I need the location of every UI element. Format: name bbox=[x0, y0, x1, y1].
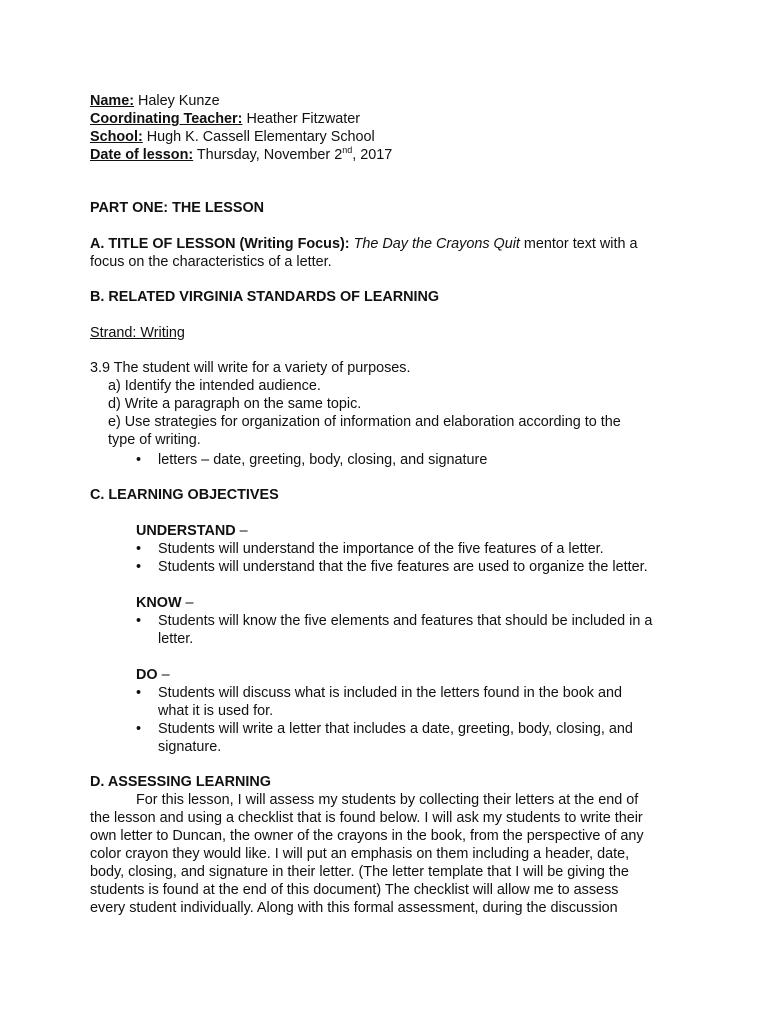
understand-label: UNDERSTAND bbox=[136, 523, 236, 539]
do-item2-line1: • Students will write a letter that includes a date, greeting, body, closing, and bbox=[158, 721, 633, 737]
section-a-line1 bbox=[90, 235, 690, 253]
know-label: KNOW bbox=[136, 595, 182, 611]
assessing-line: own letter to Duncan, the owner of the crayons in the book, from the perspective of any bbox=[90, 828, 644, 844]
understand-heading bbox=[90, 522, 690, 540]
list-item: • Students will understand the importance of the five features of a letter. bbox=[136, 540, 690, 558]
standard-item-a: a) Identify the intended audience. bbox=[108, 378, 321, 394]
understand-dash: – bbox=[235, 523, 248, 539]
do-list bbox=[90, 684, 690, 756]
know-item-line2: letter. bbox=[158, 631, 194, 647]
section-a-heading: A. TITLE OF LESSON (Writing Focus): bbox=[90, 236, 350, 252]
section-d-heading: D. ASSESSING LEARNING bbox=[90, 774, 271, 790]
teacher-line bbox=[90, 110, 690, 128]
name-label: Name: bbox=[90, 93, 134, 109]
section-a-line2: focus on the characteristics of a letter. bbox=[90, 254, 332, 270]
assessing-line: body, closing, and signature in their letter. (The letter template that I will be giving the bbox=[90, 864, 629, 880]
list-item bbox=[136, 684, 690, 720]
lesson-plan-page bbox=[90, 92, 690, 917]
do-item1-line1: • Students will discuss what is included in the letters found in the book and bbox=[158, 685, 622, 701]
date-line bbox=[90, 146, 690, 164]
section-b-heading: B. RELATED VIRGINIA STANDARDS OF LEARNING bbox=[90, 289, 440, 305]
know-list bbox=[90, 612, 690, 648]
know-dash: – bbox=[181, 595, 194, 611]
do-item2-line2: signature. bbox=[158, 739, 222, 755]
school-value: Hugh K. Cassell Elementary School bbox=[142, 129, 375, 145]
date-label: Date of lesson: bbox=[90, 147, 194, 163]
assessing-line: students is found at the end of this document) The checklist will allow me to assess bbox=[90, 882, 619, 898]
name-line bbox=[90, 92, 690, 110]
understand-list bbox=[90, 540, 690, 576]
assessing-line: color crayon they would like. I will put an emphasis on them including a header, date, bbox=[90, 846, 630, 862]
know-heading bbox=[90, 594, 690, 612]
do-item1-line2: what it is used for. bbox=[158, 703, 274, 719]
date-value: Thursday, November 2 bbox=[193, 147, 343, 163]
do-heading bbox=[90, 666, 690, 684]
section-c-heading: C. LEARNING OBJECTIVES bbox=[90, 487, 279, 503]
school-label: School: bbox=[90, 129, 143, 145]
school-line bbox=[90, 128, 690, 146]
do-label: DO bbox=[136, 667, 158, 683]
teacher-label: Coordinating Teacher: bbox=[90, 111, 243, 127]
book-title: The Day the Crayons Quit bbox=[353, 236, 520, 252]
assessing-line: the lesson and using a checklist that is found below. I will ask my students to write their bbox=[90, 810, 643, 826]
date-year: , 2017 bbox=[352, 147, 393, 163]
strand-label: Strand: Writing bbox=[90, 325, 185, 341]
assessing-line: For this lesson, I will assess my students by collecting their letters at the end of bbox=[136, 792, 639, 808]
know-item-line1: • Students will know the five elements and features that should be included in a bbox=[158, 613, 653, 629]
standard-item-d: d) Write a paragraph on the same topic. bbox=[108, 396, 362, 412]
part-one-heading: PART ONE: THE LESSON bbox=[90, 200, 265, 216]
section-a-text: mentor text with a bbox=[519, 236, 638, 252]
do-dash: – bbox=[157, 667, 170, 683]
standard-3-9: 3.9 The student will write for a variety of purposes. bbox=[90, 360, 411, 376]
list-item: • letters – date, greeting, body, closing, and signature bbox=[136, 451, 690, 469]
list-item: • Students will understand that the five features are used to organize the letter. bbox=[136, 558, 690, 576]
list-item bbox=[136, 720, 690, 756]
name-value: Haley Kunze bbox=[134, 93, 220, 109]
list-item bbox=[136, 612, 690, 648]
date-ordinal: nd bbox=[342, 145, 353, 156]
assessing-line: every student individually. Along with this formal assessment, during the discussion bbox=[90, 900, 618, 916]
teacher-value: Heather Fitzwater bbox=[242, 111, 361, 127]
standard-bullet-list bbox=[90, 451, 690, 469]
standard-item-e-cont: type of writing. bbox=[108, 432, 201, 448]
standard-item-e: e) Use strategies for organization of information and elaboration according to the bbox=[108, 414, 621, 430]
